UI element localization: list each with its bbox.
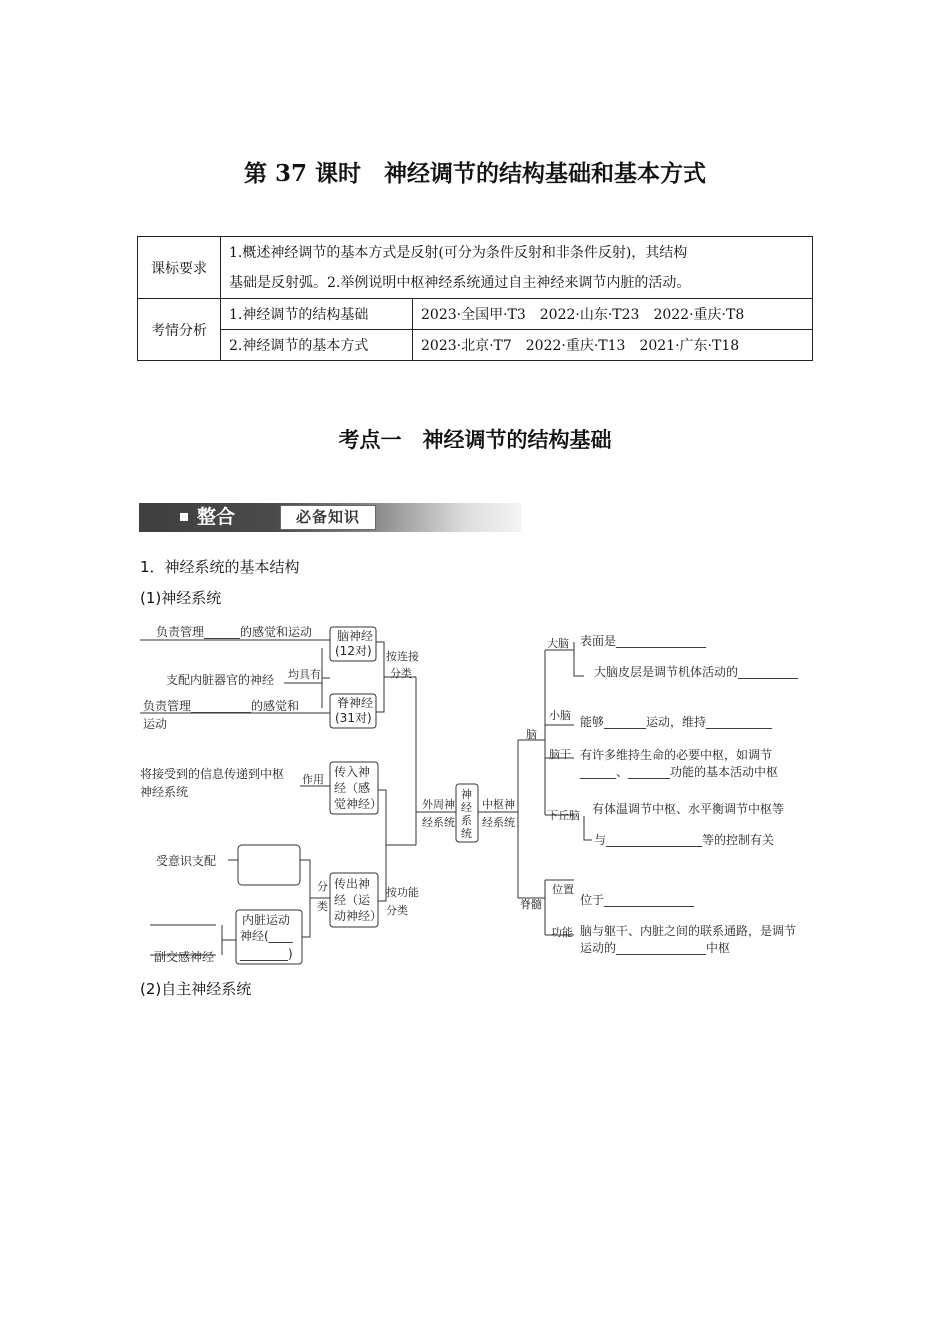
text-dn1: 表面是_______________ bbox=[580, 634, 707, 648]
text-gn1: 脑与躯干、内脏之间的联系通路，是调节 bbox=[580, 924, 797, 938]
text-ji2: (31对) bbox=[335, 711, 372, 725]
section-title: 考点一 神经调节的结构基础 bbox=[338, 427, 612, 452]
text-cc3: 动神经） bbox=[334, 909, 383, 923]
text-nz2: 神经(____ bbox=[240, 929, 293, 943]
text-ng2: ______、_______功能的基本活动中枢 bbox=[580, 765, 779, 779]
text-sj3: 系 bbox=[461, 814, 472, 827]
text-l4b: 神经系统 bbox=[140, 785, 189, 799]
text-sj4: 统 bbox=[461, 827, 472, 840]
text-zs1: 中枢神 bbox=[482, 798, 515, 811]
text-l2b: 均具有 bbox=[288, 668, 321, 681]
text-l7: 副交感神经 bbox=[154, 950, 215, 964]
text-dn2: 大脑皮层是调节机体活动的__________ bbox=[594, 665, 799, 679]
text-lei: 类 bbox=[317, 900, 328, 913]
text-zs2: 经系统 bbox=[482, 816, 515, 829]
text-zuoyong: 作用 bbox=[302, 773, 324, 786]
heading-autonomic: (2)自主神经系统 bbox=[140, 980, 252, 998]
text-danao: 大脑 bbox=[547, 637, 569, 650]
text-ng1: 有许多维持生命的必要中枢，如调节 bbox=[580, 748, 773, 762]
text-cc1: 传出神 bbox=[334, 877, 371, 891]
text-nz3: ________) bbox=[240, 947, 293, 961]
text-xqn: 下丘脑 bbox=[547, 809, 580, 822]
text-l2: 支配内脏器官的神经 bbox=[166, 673, 275, 687]
blank-answer-box bbox=[238, 845, 300, 885]
heading-basic-structure: 1．神经系统的基本结构 bbox=[140, 558, 300, 576]
text-cr2: 经（感 bbox=[334, 781, 371, 795]
analysis-topic-2: 2.神经调节的基本方式 bbox=[221, 330, 413, 361]
text-fenlei2: 分类 bbox=[386, 904, 408, 917]
text-l4a: 将接受到的信息传递到中枢 bbox=[140, 767, 285, 781]
heading-nervous-system: (1)神经系统 bbox=[140, 589, 222, 607]
text-nao2: (12对) bbox=[335, 644, 372, 658]
text-xq1: 有体温调节中枢、水平衡调节中枢等 bbox=[592, 802, 785, 816]
text-nz1: 内脏运动 bbox=[242, 913, 291, 927]
banner-sub-label: 必备知识 bbox=[280, 505, 376, 530]
text-fen: 分 bbox=[317, 880, 328, 893]
text-cr1: 传入神 bbox=[334, 765, 371, 779]
text-wz: 位于_______________ bbox=[580, 893, 695, 907]
page-title: 第 37 课时 神经调节的结构基础和基本方式 bbox=[243, 160, 707, 187]
text-sj1: 神 bbox=[461, 788, 472, 801]
text-xq2: 与________________等的控制有关 bbox=[594, 833, 775, 847]
text-cr3: 觉神经） bbox=[334, 797, 383, 811]
banner-main-label: 整合 bbox=[197, 506, 236, 528]
text-cc2: 经（运 bbox=[334, 893, 371, 907]
text-nao: 脑 bbox=[526, 728, 537, 741]
text-gongneng: 功能 bbox=[551, 926, 573, 939]
text-naogan: 脑干 bbox=[549, 748, 571, 761]
req-label-analysis: 考情分析 bbox=[138, 299, 221, 361]
text-nao1: 脑神经 bbox=[337, 629, 374, 643]
text-wz2: 经系统 bbox=[422, 816, 455, 829]
text-l3b: 运动 bbox=[143, 717, 168, 731]
text-sj2: 经 bbox=[461, 801, 472, 814]
text-gn2: 运动的_______________中枢 bbox=[580, 941, 731, 955]
text-anlj: 按连接 bbox=[386, 650, 419, 663]
analysis-topic-1: 1.神经调节的结构基础 bbox=[221, 299, 413, 330]
req-label-standard: 课标要求 bbox=[138, 237, 221, 299]
req-standard-line1: 1.概述神经调节的基本方式是反射(可分为条件反射和非条件反射)，其结构 bbox=[229, 244, 688, 261]
req-standard-line2: 基础是反射弧。2.举例说明中枢神经系统通过自主神经来调节内脏的活动。 bbox=[229, 274, 691, 291]
text-xn1: 能够_______运动，维持___________ bbox=[580, 715, 773, 729]
text-l5: 受意识支配 bbox=[156, 854, 217, 868]
text-fenlei: 分类 bbox=[390, 667, 412, 680]
text-xiaonao: 小脑 bbox=[549, 709, 571, 722]
text-l3a: 负责管理__________的感觉和 bbox=[143, 699, 300, 713]
analysis-exams-1: 2023·全国甲·T3 2022·山东·T23 2022·重庆·T8 bbox=[413, 299, 813, 330]
text-angn: 按功能 bbox=[386, 886, 419, 899]
text-ji1: 脊神经 bbox=[337, 696, 374, 710]
analysis-exams-2: 2023·北京·T7 2022·重庆·T13 2021·广东·T18 bbox=[413, 330, 813, 361]
text-l1: 负责管理______的感觉和运动 bbox=[156, 625, 313, 639]
text-weizhi: 位置 bbox=[552, 883, 574, 896]
text-jisui: 脊髓 bbox=[520, 898, 542, 911]
text-wz1: 外周神 bbox=[422, 798, 455, 811]
